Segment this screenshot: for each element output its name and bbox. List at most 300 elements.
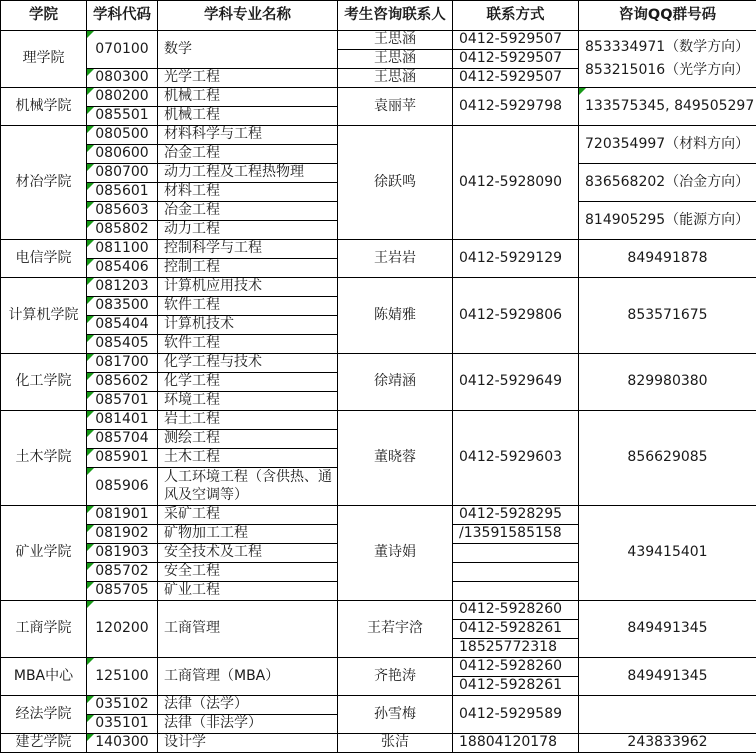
corner-marker-icon [87, 734, 94, 741]
major-text: 环境工程 [164, 392, 220, 408]
corner-marker-icon [87, 240, 94, 247]
contact-text: 徐跃鸣 [374, 174, 416, 190]
qq-cell [579, 278, 756, 354]
code-cell [87, 164, 158, 183]
college-cell [1, 506, 87, 601]
column-header: 咨询QQ群号码 [579, 1, 756, 31]
corner-marker-icon [87, 164, 94, 171]
corner-marker-icon [87, 525, 94, 532]
corner-marker-icon [87, 335, 94, 342]
major-text: 测绘工程 [164, 430, 220, 446]
major-text: 光学工程 [164, 69, 220, 85]
code-cell [87, 88, 158, 107]
qq-cell [579, 31, 756, 88]
corner-marker-icon [87, 278, 94, 285]
qq-cell [579, 354, 756, 411]
contact-text: 孙雪梅 [374, 706, 416, 722]
phone-text: /13591585158 [459, 525, 562, 541]
major-cell [158, 715, 338, 734]
phone-text: 18804120178 [459, 734, 557, 750]
corner-marker-icon [579, 88, 586, 95]
corner-marker-icon [87, 107, 94, 114]
college-cell [1, 734, 87, 753]
major-text: 软件工程 [164, 297, 220, 313]
contact-cell [338, 126, 453, 240]
code-text: 080600 [95, 145, 148, 161]
major-text: 工商管理（MBA） [164, 668, 279, 684]
corner-marker-icon [87, 31, 94, 38]
code-cell [87, 544, 158, 563]
phone-cell [453, 620, 579, 639]
corner-marker-icon [87, 297, 94, 304]
table-row [1, 88, 756, 107]
code-text: 085603 [95, 202, 148, 218]
contact-cell [338, 31, 453, 50]
code-text: 080700 [95, 164, 148, 180]
contact-cell [338, 658, 453, 696]
code-text: 080200 [95, 88, 148, 104]
major-cell [158, 69, 338, 88]
code-text: 085704 [95, 430, 148, 446]
major-text: 材料科学与工程 [164, 126, 262, 142]
phone-cell [453, 88, 579, 126]
code-cell [87, 240, 158, 259]
major-text: 设计学 [164, 734, 206, 750]
corner-marker-icon [87, 430, 94, 437]
phone-cell [453, 126, 579, 240]
major-cell [158, 259, 338, 278]
code-cell [87, 658, 158, 696]
code-cell [87, 297, 158, 316]
qq-text: 849491345 [627, 620, 707, 636]
phone-text: 0412-5929603 [459, 449, 562, 465]
phone-text: 0412-5928261 [459, 677, 562, 693]
phone-cell [453, 677, 579, 696]
major-text: 岩土工程 [164, 411, 220, 427]
college-cell [1, 126, 87, 240]
contact-cell [338, 734, 453, 753]
college-cell [1, 696, 87, 734]
college-cell [1, 31, 87, 88]
code-cell [87, 392, 158, 411]
major-cell [158, 373, 338, 392]
qq-cell [579, 240, 756, 278]
major-cell [158, 221, 338, 240]
phone-text: 0412-5929589 [459, 706, 562, 722]
qq-line: 853215016（光学方向） [585, 59, 756, 82]
major-cell [158, 734, 338, 753]
code-text: 080300 [95, 69, 148, 85]
code-text: 085701 [95, 392, 148, 408]
major-cell [158, 316, 338, 335]
college-text: 经法学院 [16, 706, 72, 722]
column-header: 学科代码 [87, 1, 158, 31]
contact-cell [338, 506, 453, 601]
major-cell [158, 164, 338, 183]
major-text: 矿业工程 [164, 582, 220, 598]
code-cell [87, 373, 158, 392]
code-text: 085802 [95, 221, 148, 237]
major-text: 计算机应用技术 [164, 278, 262, 294]
corner-marker-icon [87, 126, 94, 133]
qq-text: 814905295（能源方向） [585, 212, 749, 228]
table-row [1, 354, 756, 373]
major-text: 采矿工程 [164, 506, 220, 522]
contact-cell [338, 50, 453, 69]
college-text: 工商学院 [16, 620, 72, 636]
table-row [1, 126, 756, 145]
major-text: 矿物加工工程 [164, 525, 248, 541]
phone-cell [453, 639, 579, 658]
major-text: 机械工程 [164, 107, 220, 123]
corner-marker-icon [87, 88, 94, 95]
column-header: 学院 [1, 1, 87, 31]
code-cell [87, 696, 158, 715]
code-text: 085901 [95, 449, 148, 465]
college-text: 计算机学院 [9, 307, 79, 323]
corner-marker-icon [87, 316, 94, 323]
code-cell [87, 715, 158, 734]
qq-cell [579, 202, 756, 240]
code-cell [87, 601, 158, 658]
major-cell [158, 582, 338, 601]
contact-text: 王思涵 [374, 31, 416, 47]
corner-marker-icon [87, 259, 94, 266]
table-row [1, 696, 756, 715]
college-text: 理学院 [23, 50, 65, 66]
contact-text: 陈婧雅 [374, 307, 416, 323]
major-text: 动力工程 [164, 221, 220, 237]
qq-cell [579, 164, 756, 202]
code-cell [87, 69, 158, 88]
code-cell [87, 107, 158, 126]
major-text: 化学工程与技术 [164, 354, 262, 370]
college-text: 建艺学院 [16, 734, 72, 750]
code-text: 085906 [95, 478, 148, 494]
table-row [1, 31, 756, 50]
major-text: 软件工程 [164, 335, 220, 351]
major-cell [158, 202, 338, 221]
phone-cell [453, 411, 579, 506]
college-text: 电信学院 [16, 250, 72, 266]
qq-cell [579, 601, 756, 658]
major-text: 人工环境工程（含供热、通风及空调等） [164, 469, 332, 503]
code-cell [87, 202, 158, 221]
qq-text: 836568202（冶金方向） [585, 174, 749, 190]
code-cell [87, 525, 158, 544]
contact-text: 董晓蓉 [374, 449, 416, 465]
code-text: 081901 [95, 506, 148, 522]
phone-text: 0412-5929129 [459, 250, 562, 266]
qq-text: 720354997（材料方向） [585, 136, 749, 152]
code-cell [87, 316, 158, 335]
code-cell [87, 582, 158, 601]
major-cell [158, 240, 338, 259]
college-cell [1, 88, 87, 126]
table-row [1, 601, 756, 620]
qq-text: 849491345 [627, 668, 707, 684]
column-header: 学科专业名称 [158, 1, 338, 31]
code-cell [87, 563, 158, 582]
major-cell [158, 525, 338, 544]
phone-text: 0412-5929798 [459, 98, 562, 114]
major-text: 计算机技术 [164, 316, 234, 332]
college-cell [1, 411, 87, 506]
code-text: 085702 [95, 563, 148, 579]
code-text: 120200 [95, 620, 148, 636]
phone-cell [453, 525, 579, 544]
code-cell [87, 449, 158, 468]
corner-marker-icon [87, 658, 94, 665]
college-cell [1, 601, 87, 658]
phone-text: 0412-5929649 [459, 373, 562, 389]
major-cell [158, 658, 338, 696]
code-text: 081401 [95, 411, 148, 427]
corner-marker-icon [87, 544, 94, 551]
contact-text: 袁丽苹 [374, 98, 416, 114]
college-text: 材冶学院 [16, 174, 72, 190]
qq-cell [579, 88, 756, 126]
qq-cell [579, 696, 756, 734]
contact-text: 徐靖涵 [374, 373, 416, 389]
code-cell [87, 430, 158, 449]
phone-text: 0412-5928260 [459, 658, 562, 674]
phone-cell [453, 601, 579, 620]
contact-cell [338, 88, 453, 126]
major-text: 化学工程 [164, 373, 220, 389]
code-cell [87, 126, 158, 145]
qq-cell [579, 734, 756, 753]
major-cell [158, 183, 338, 202]
qq-cell [579, 658, 756, 696]
table-row [1, 240, 756, 259]
corner-marker-icon [87, 563, 94, 570]
phone-cell [453, 69, 579, 88]
major-text: 法律（法学） [164, 696, 248, 712]
corner-marker-icon [87, 411, 94, 418]
phone-text: 0412-5928090 [459, 174, 562, 190]
major-cell [158, 145, 338, 164]
college-cell [1, 240, 87, 278]
phone-cell [453, 278, 579, 354]
phone-cell [453, 240, 579, 278]
phone-text: 18525772318 [459, 639, 557, 655]
qq-cell [579, 506, 756, 601]
code-cell [87, 31, 158, 69]
code-text: 070100 [95, 41, 148, 57]
contact-text: 王思涵 [374, 50, 416, 66]
code-cell [87, 278, 158, 297]
major-text: 法律（非法学） [164, 715, 262, 731]
major-cell [158, 297, 338, 316]
phone-text: 0412-5929507 [459, 31, 562, 47]
code-text: 085705 [95, 582, 148, 598]
code-text: 085501 [95, 107, 148, 123]
phone-cell [453, 506, 579, 525]
major-text: 控制工程 [164, 259, 220, 275]
corner-marker-icon [87, 449, 94, 456]
code-text: 085404 [95, 316, 148, 332]
table-body [1, 31, 756, 753]
code-text: 080500 [95, 126, 148, 142]
major-text: 土木工程 [164, 449, 220, 465]
header-row [1, 1, 756, 31]
qq-text: 439415401 [627, 544, 707, 560]
qq-cell [579, 411, 756, 506]
table-row [1, 658, 756, 677]
corner-marker-icon [87, 183, 94, 190]
phone-cell [453, 50, 579, 69]
phone-text: 0412-5929806 [459, 307, 562, 323]
contact-cell [338, 240, 453, 278]
column-header: 联系方式 [453, 1, 579, 31]
qq-text: 849491878 [627, 250, 707, 266]
corner-marker-icon [87, 696, 94, 703]
code-text: 085405 [95, 335, 148, 351]
corner-marker-icon [87, 145, 94, 152]
code-text: 085602 [95, 373, 148, 389]
major-cell [158, 392, 338, 411]
corner-marker-icon [87, 221, 94, 228]
corner-marker-icon [87, 468, 94, 475]
phone-cell [453, 734, 579, 753]
major-text: 安全技术及工程 [164, 544, 262, 560]
table-header [1, 1, 756, 31]
corner-marker-icon [87, 392, 94, 399]
college-text: 机械学院 [16, 98, 72, 114]
code-cell [87, 354, 158, 373]
phone-text: 0412-5928261 [459, 620, 562, 636]
contact-cell [338, 69, 453, 88]
code-text: 085601 [95, 183, 148, 199]
corner-marker-icon [87, 354, 94, 361]
phone-cell [453, 31, 579, 50]
qq-text: 829980380 [627, 373, 707, 389]
major-text: 机械工程 [164, 88, 220, 104]
code-cell [87, 411, 158, 430]
code-cell [87, 734, 158, 753]
major-cell [158, 449, 338, 468]
code-text: 035101 [95, 715, 148, 731]
major-cell [158, 506, 338, 525]
phone-cell [453, 563, 579, 582]
table-row [1, 506, 756, 525]
qq-text: 133575345, 849505297 [585, 98, 754, 114]
code-text: 035102 [95, 696, 148, 712]
code-text: 081203 [95, 278, 148, 294]
contact-text: 王思涵 [374, 69, 416, 85]
phone-text: 0412-5929507 [459, 50, 562, 66]
code-text: 081903 [95, 544, 148, 560]
college-text: 化工学院 [16, 373, 72, 389]
major-cell [158, 88, 338, 107]
major-cell [158, 31, 338, 69]
major-text: 控制科学与工程 [164, 240, 262, 256]
phone-text: 0412-5928260 [459, 601, 562, 617]
qq-cell [579, 126, 756, 164]
major-text: 安全工程 [164, 563, 220, 579]
contact-text: 董诗娟 [374, 544, 416, 560]
contact-cell [338, 354, 453, 411]
corner-marker-icon [87, 715, 94, 722]
major-cell [158, 563, 338, 582]
qq-text: 856629085 [627, 449, 707, 465]
corner-marker-icon [87, 202, 94, 209]
contact-cell [338, 411, 453, 506]
table-row [1, 734, 756, 753]
major-text: 数学 [164, 41, 192, 57]
college-cell [1, 354, 87, 411]
major-text: 冶金工程 [164, 145, 220, 161]
code-text: 125100 [95, 668, 148, 684]
contact-cell [338, 696, 453, 734]
major-text: 冶金工程 [164, 202, 220, 218]
corner-marker-icon [87, 506, 94, 513]
major-cell [158, 696, 338, 715]
college-cell [1, 658, 87, 696]
contact-text: 王岩岩 [374, 250, 416, 266]
contact-cell [338, 278, 453, 354]
code-cell [87, 259, 158, 278]
code-text: 081902 [95, 525, 148, 541]
corner-marker-icon [87, 601, 94, 608]
major-cell [158, 601, 338, 658]
major-cell [158, 335, 338, 354]
code-cell [87, 145, 158, 164]
major-text: 材料工程 [164, 183, 220, 199]
contact-text: 王若宇浛 [367, 620, 423, 636]
major-text: 动力工程及工程热物理 [164, 164, 304, 180]
code-cell [87, 335, 158, 354]
code-cell [87, 183, 158, 202]
qq-line: 853334971（数学方向） [585, 36, 756, 59]
code-cell [87, 506, 158, 525]
code-text: 083500 [95, 297, 148, 313]
college-text: MBA中心 [14, 668, 73, 684]
qq-text: 243833962 [627, 734, 707, 750]
major-cell [158, 468, 338, 506]
major-cell [158, 354, 338, 373]
qq-text: 853571675 [627, 307, 707, 323]
contact-text: 齐艳涛 [374, 668, 416, 684]
corner-marker-icon [87, 373, 94, 380]
code-text: 081100 [95, 240, 148, 256]
phone-cell [453, 658, 579, 677]
corner-marker-icon [87, 69, 94, 76]
major-cell [158, 411, 338, 430]
table-row [1, 411, 756, 430]
major-cell [158, 126, 338, 145]
contact-text: 张洁 [381, 734, 409, 750]
code-text: 085406 [95, 259, 148, 275]
college-text: 土木学院 [16, 449, 72, 465]
phone-text: 0412-5928295 [459, 506, 562, 522]
phone-cell [453, 354, 579, 411]
major-cell [158, 278, 338, 297]
college-cell [1, 278, 87, 354]
code-text: 140300 [95, 734, 148, 750]
column-header: 考生咨询联系人 [338, 1, 453, 31]
phone-cell [453, 582, 579, 601]
code-cell [87, 468, 158, 506]
major-cell [158, 544, 338, 563]
phone-cell [453, 544, 579, 563]
major-text: 工商管理 [164, 620, 220, 636]
college-text: 矿业学院 [16, 544, 72, 560]
phone-text: 0412-5929507 [459, 69, 562, 85]
major-cell [158, 430, 338, 449]
code-text: 081700 [95, 354, 148, 370]
